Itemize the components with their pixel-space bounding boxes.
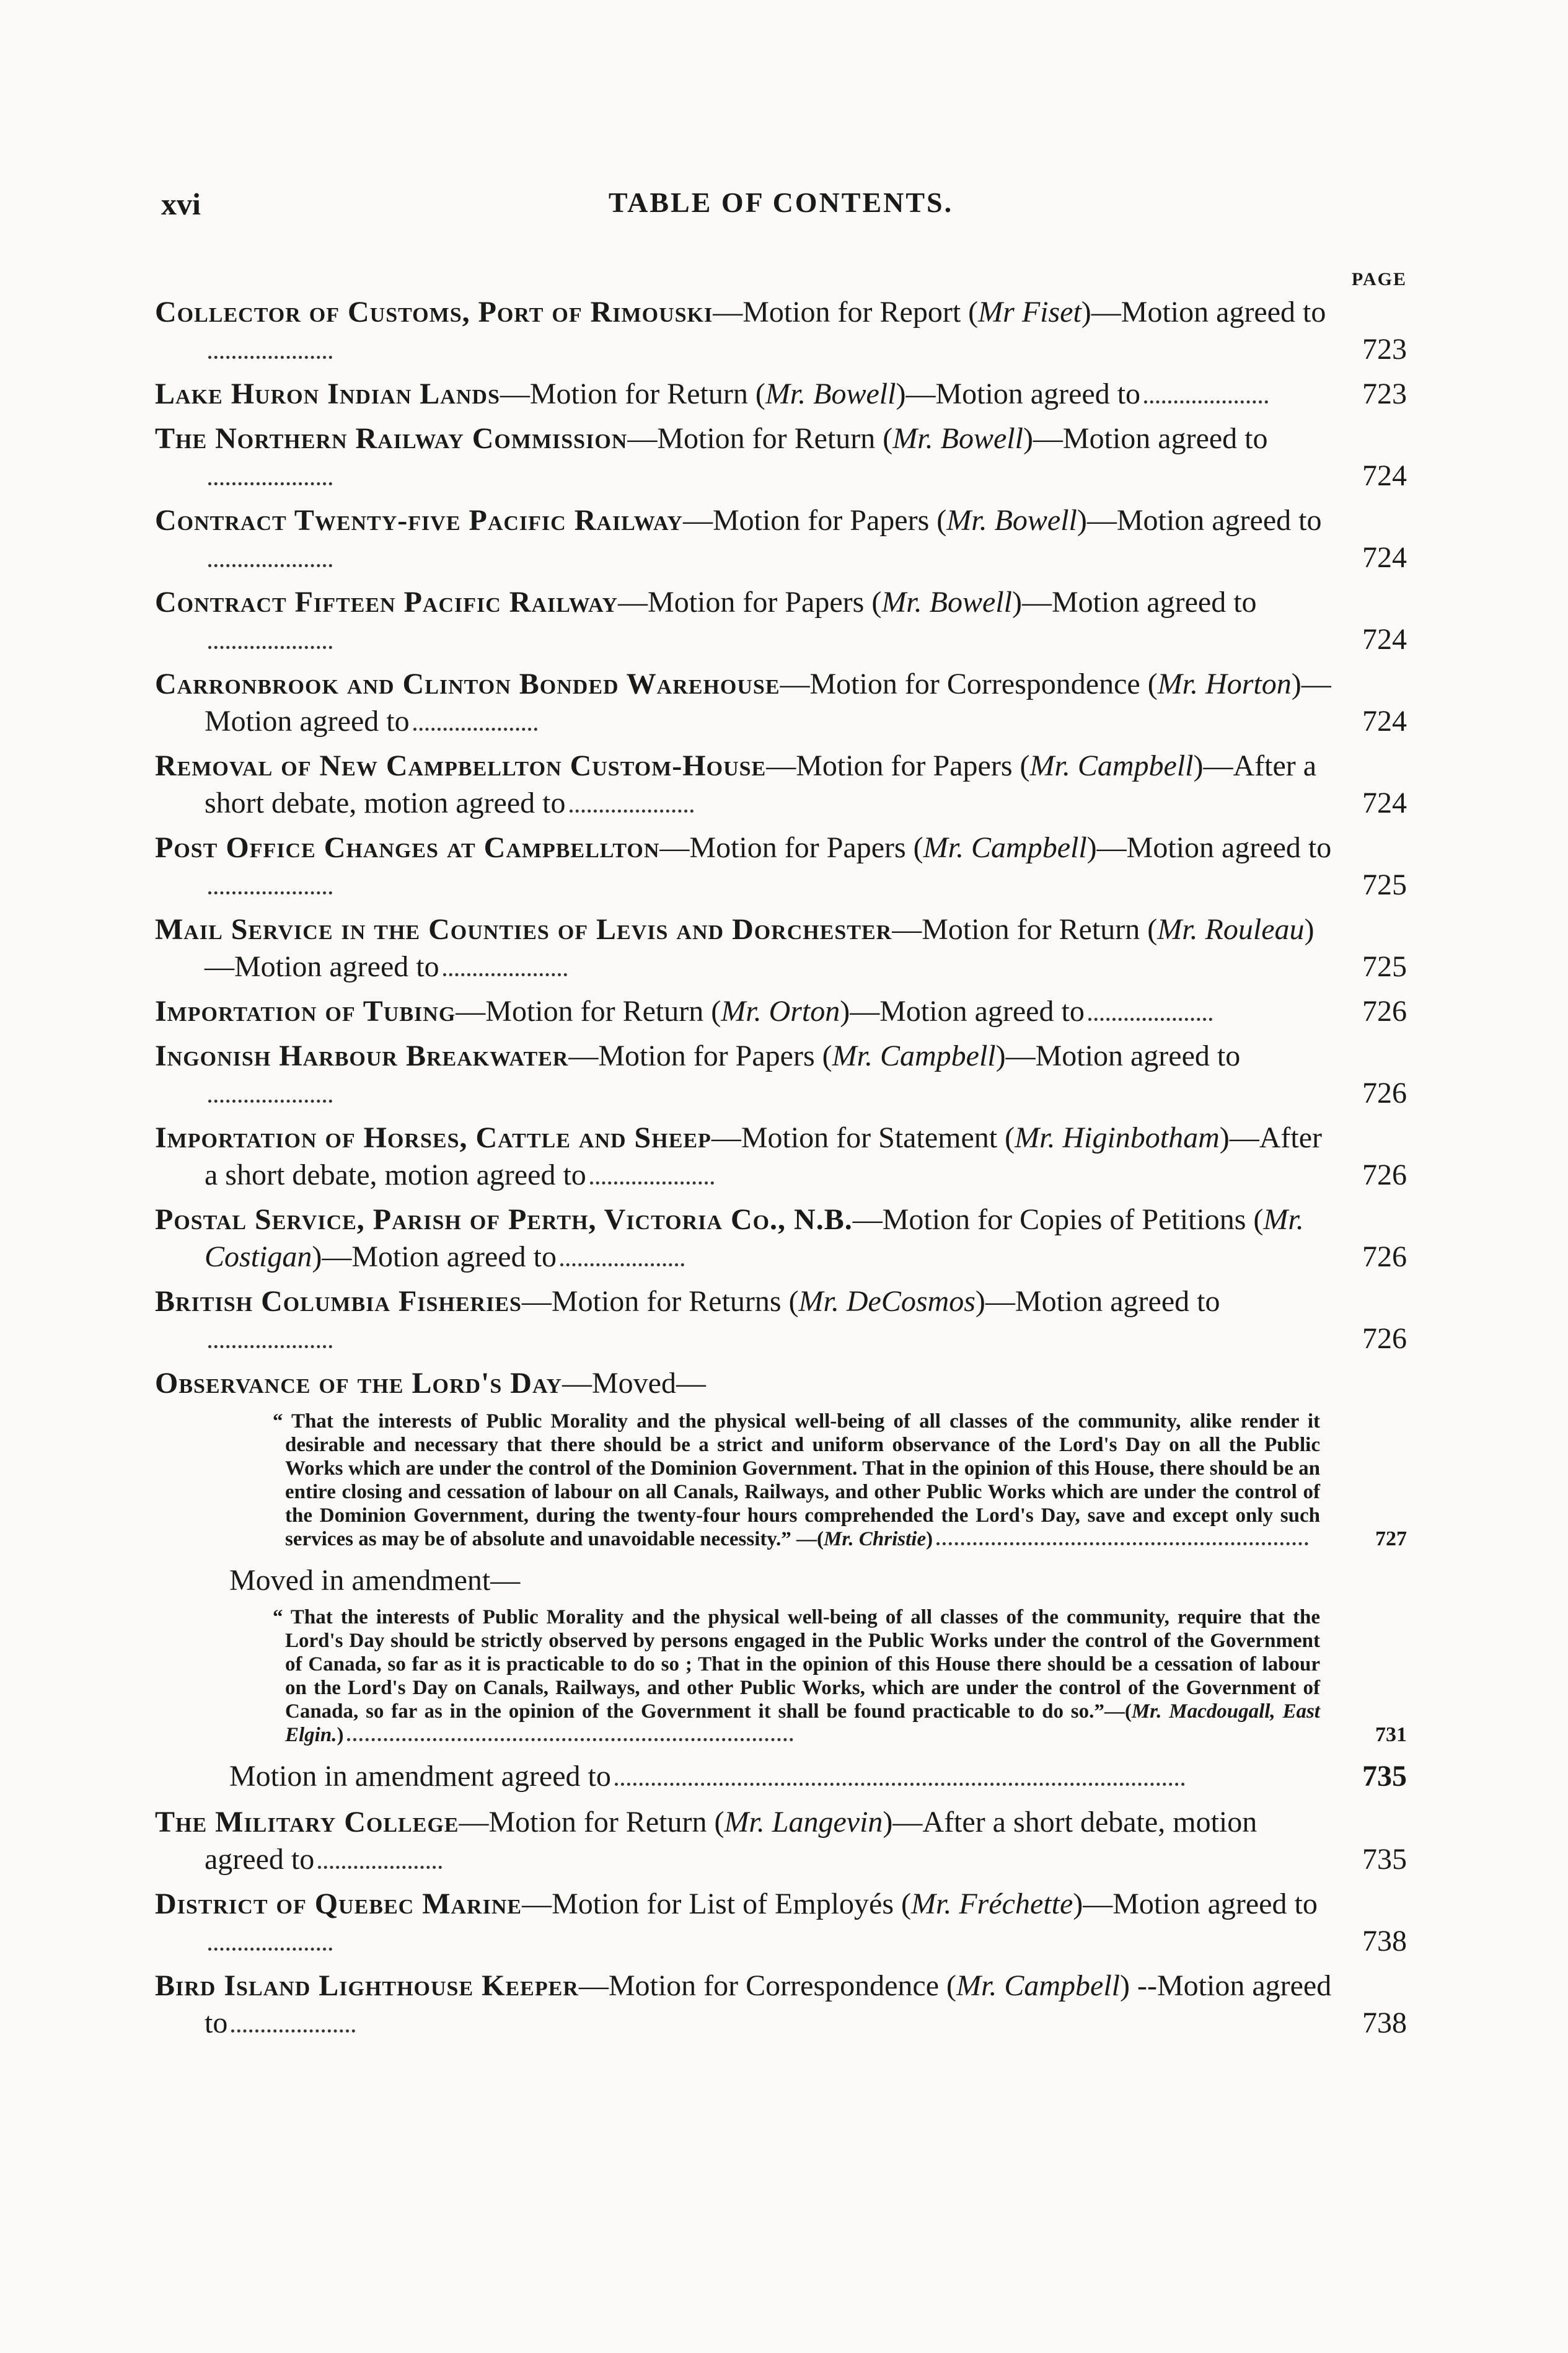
entry-tail: ) --Motion agreed to	[205, 1969, 1332, 2039]
entry-page: 738	[1362, 2006, 1407, 2039]
dot-leader	[208, 638, 332, 649]
entry-body: —Motion for Papers (	[682, 504, 947, 537]
toc-entry	[155, 993, 1407, 1030]
entry-member: Mr. Campbell	[832, 1040, 996, 1072]
running-title: TABLE OF CONTENTS.	[608, 187, 954, 218]
entry-tail: )—Motion agreed to	[1077, 504, 1322, 537]
toc-entry	[155, 748, 1407, 822]
entry-member: Mr. Bowell	[765, 377, 896, 410]
entry-body: —Motion for Return (	[500, 377, 765, 410]
toc-entry	[155, 1201, 1407, 1276]
entry-tail: )—Motion agreed to	[1073, 1887, 1318, 1920]
entry-title: Removal of New Campbellton Custom-House	[155, 749, 767, 782]
entry-tail: )—Motion agreed to	[1081, 296, 1326, 329]
entry-page: 738	[1362, 1925, 1407, 1958]
toc-entry	[155, 666, 1407, 740]
entry-page: 726	[1362, 1077, 1407, 1110]
dot-leader	[318, 1858, 442, 1869]
entry-page: 724	[1362, 459, 1407, 492]
dot-leader	[231, 2022, 355, 2033]
amendment-heading: Moved in amendment—	[229, 1564, 521, 1597]
entry-body: —Motion for Returns (	[521, 1285, 799, 1318]
entry-title: Contract Twenty-five Pacific Railway	[155, 504, 683, 537]
toc-entry	[155, 1119, 1407, 1194]
dot-leader	[208, 1338, 332, 1348]
amendment-member: Mr. Macdougall, East Elgin.	[285, 1700, 1320, 1746]
toc-page	[155, 186, 1407, 2049]
entry-title: Importation of Horses, Cattle and Sheep	[155, 1121, 711, 1154]
toc-entry	[155, 420, 1407, 495]
entry-title: The Military College	[155, 1806, 459, 1839]
entry-title: Importation of Tubing	[155, 995, 456, 1028]
entry-tail: )—Motion agreed to	[840, 995, 1085, 1028]
toc-entry	[155, 911, 1407, 986]
motion-quote	[155, 1410, 1407, 1551]
entry-page: 724	[1362, 787, 1407, 819]
entry-page: 726	[1362, 995, 1407, 1028]
entry-tail: )—Motion agreed to	[975, 1285, 1220, 1318]
entry-page: 723	[1362, 333, 1407, 366]
entry-body: —Motion for Papers (	[568, 1040, 832, 1072]
entry-title: Contract Fifteen Pacific Railway	[155, 586, 619, 619]
entry-member: Mr. Campbell	[956, 1969, 1121, 2002]
motion-member: Mr. Christie	[824, 1528, 927, 1550]
entry-title: Bird Island Lighthouse Keeper	[155, 1969, 579, 2002]
entry-title: Postal Service, Parish of Perth, Victoria Co., N.B.	[155, 1203, 853, 1236]
dot-leader	[1144, 393, 1268, 404]
entry-title: Lake Huron Indian Lands	[155, 377, 500, 410]
entry-tail: )—Motion agreed to	[896, 377, 1141, 410]
toc-entries	[155, 294, 1407, 1358]
dot-leader	[208, 884, 332, 894]
page-column-heading: PAGE	[1351, 269, 1407, 289]
entry-page: 724	[1362, 623, 1407, 656]
amendment-agreed-text: Motion in amendment agreed to	[229, 1760, 611, 1793]
entry-member: Mr. Higinbotham	[1015, 1121, 1220, 1154]
entry-body: —Motion for Statement (	[711, 1121, 1015, 1154]
entry-page: 725	[1362, 950, 1407, 983]
entry-page: 723	[1362, 377, 1407, 410]
dot-leader	[1088, 1010, 1212, 1021]
toc-entry-observance	[155, 1365, 1407, 1402]
dot-leader	[208, 348, 332, 359]
entry-title: Mail Service in the Counties of Levis and Dorchester	[155, 913, 892, 946]
motion-page: 727	[1375, 1527, 1407, 1550]
page-number: xvi	[161, 187, 201, 221]
entry-tail: )—After a short debate, motion agreed to	[205, 1806, 1257, 1876]
dot-leader	[208, 475, 332, 485]
entry-member: Mr. Langevin	[724, 1806, 883, 1839]
toc-entry	[155, 1283, 1407, 1358]
entry-page: 724	[1362, 705, 1407, 738]
page-header	[155, 186, 1407, 236]
dot-leader	[413, 720, 537, 731]
dot-leader	[560, 1256, 684, 1266]
toc-entry	[155, 1886, 1407, 1960]
toc-entry	[155, 584, 1407, 658]
entry-title: Ingonish Harbour Breakwater	[155, 1040, 569, 1072]
entry-page: 726	[1362, 1240, 1407, 1273]
entry-moved: —Moved—	[562, 1367, 706, 1400]
toc-entry	[155, 294, 1407, 368]
entry-title: District of Quebec Marine	[155, 1887, 522, 1920]
entry-member: Mr. Campbell	[1029, 749, 1194, 782]
entry-body: —Motion for List of Employés (	[522, 1887, 912, 1920]
entry-body: —Motion for Return (	[456, 995, 721, 1028]
entry-body: —Motion for Report (	[713, 296, 979, 329]
entry-body: —Motion for Correspondence (	[780, 668, 1158, 700]
entry-member: Mr. Bowell	[892, 422, 1023, 455]
dot-leader	[208, 1940, 332, 1951]
amendment-page: 731	[1375, 1723, 1407, 1746]
entry-tail: )—After a short debate, motion agreed to	[205, 1121, 1323, 1191]
dot-leader	[590, 1174, 714, 1185]
entry-title: British Columbia Fisheries	[155, 1285, 522, 1318]
entry-member: Mr. Costigan	[205, 1203, 1304, 1273]
entry-body: —Motion for Return (	[892, 913, 1158, 946]
entry-tail: )—After a short debate, motion agreed to	[205, 749, 1317, 819]
entry-member: Mr. Rouleau	[1157, 913, 1305, 946]
motion-text: “ That the interests of Public Morality and the physical well-being of all classes of the community, alike render it desirable and necessary that there should be a strict and uniform observance of the Lord's Day on all the Public Works which are under the control of the Dominion Government. That in the opinion of this House, there should be an entire closing and cessation of labour on all Canals, Railways, and other Public Works which are under the control of the Dominion Government, during the twenty-four hours comprehended the Lord's Day, save and except only such services as may be of absolute and unavoidable necessity.” —(	[273, 1410, 1320, 1550]
entry-title: Post Office Changes at Campbellton	[155, 831, 660, 864]
amendment-close: )	[337, 1724, 344, 1746]
entry-title: The Northern Railway Commission	[155, 422, 628, 455]
toc-entry	[155, 829, 1407, 904]
entry-body: —Motion for Papers (	[618, 586, 882, 619]
toc-entries-after	[155, 1804, 1407, 2042]
entry-page: 735	[1362, 1843, 1407, 1876]
entry-body: —Motion for Papers (	[766, 749, 1030, 782]
dot-leader	[570, 802, 694, 813]
dot-leader	[208, 1092, 332, 1103]
entry-member: Mr Fiset	[978, 296, 1081, 329]
toc-entry	[155, 1038, 1407, 1112]
amendment-agreed-page: 735	[1362, 1760, 1407, 1793]
motion-close: )	[926, 1528, 933, 1550]
entry-title: Carronbrook and Clinton Bonded Warehouse	[155, 668, 780, 700]
dot-leader	[208, 557, 332, 567]
entry-tail: )—Motion agreed to	[1086, 831, 1332, 864]
toc-entry	[155, 376, 1407, 413]
entry-tail: )—Motion agreed to	[312, 1240, 557, 1273]
entry-member: Mr. DeCosmos	[798, 1285, 976, 1318]
entry-page: 726	[1362, 1159, 1407, 1191]
entry-member: Mr. Fréchette	[911, 1887, 1073, 1920]
entry-title: Observance of the Lord's Day	[155, 1367, 562, 1400]
toc-entry	[155, 502, 1407, 576]
entry-member: Mr. Bowell	[946, 504, 1077, 537]
amendment-agreed	[155, 1758, 1407, 1795]
entry-body: —Motion for Return (	[459, 1806, 725, 1839]
entry-title: Collector of Customs, Port of Rimouski	[155, 296, 713, 329]
amendment-quote	[155, 1605, 1407, 1747]
entry-body: —Motion for Copies of Petitions (	[852, 1203, 1264, 1236]
entry-tail: )—Motion agreed to	[1011, 586, 1257, 619]
entry-member: Mr. Orton	[721, 995, 840, 1028]
entry-member: Mr. Bowell	[881, 586, 1012, 619]
entry-page: 724	[1362, 541, 1407, 574]
toc-entry	[155, 1967, 1407, 2042]
entry-page: 725	[1362, 868, 1407, 901]
entry-page: 726	[1362, 1322, 1407, 1355]
entry-member: Mr. Campbell	[923, 831, 1087, 864]
toc-entry	[155, 1804, 1407, 1878]
entry-tail: )—Motion agreed to	[1023, 422, 1268, 455]
entry-tail: )—Motion agreed to	[205, 668, 1331, 738]
entry-body: —Motion for Papers (	[659, 831, 923, 864]
amendment-text: “ That the interests of Public Morality and the physical well-being of all classes of the community, require that the Lord's Day should be strictly observed by persons engaged in the Public Works under the control of the Government of Canada, so far as it is practicable to do so ; That in the opinion of this House there should be a cessation of labour on the Lord's Day on Canals, Railways, and other Public Works, which are under the control of the Government of Canada, so far as in the opinion of the Government it shall be found practicable to do so.”—(	[273, 1606, 1320, 1723]
entry-tail: )—Motion agreed to	[995, 1040, 1241, 1072]
entry-tail: )—Motion agreed to	[205, 913, 1315, 983]
dot-leader	[443, 966, 567, 976]
entry-member: Mr. Horton	[1157, 668, 1292, 700]
entry-body: —Motion for Correspondence (	[578, 1969, 957, 2002]
entry-body: —Motion for Return (	[627, 422, 893, 455]
